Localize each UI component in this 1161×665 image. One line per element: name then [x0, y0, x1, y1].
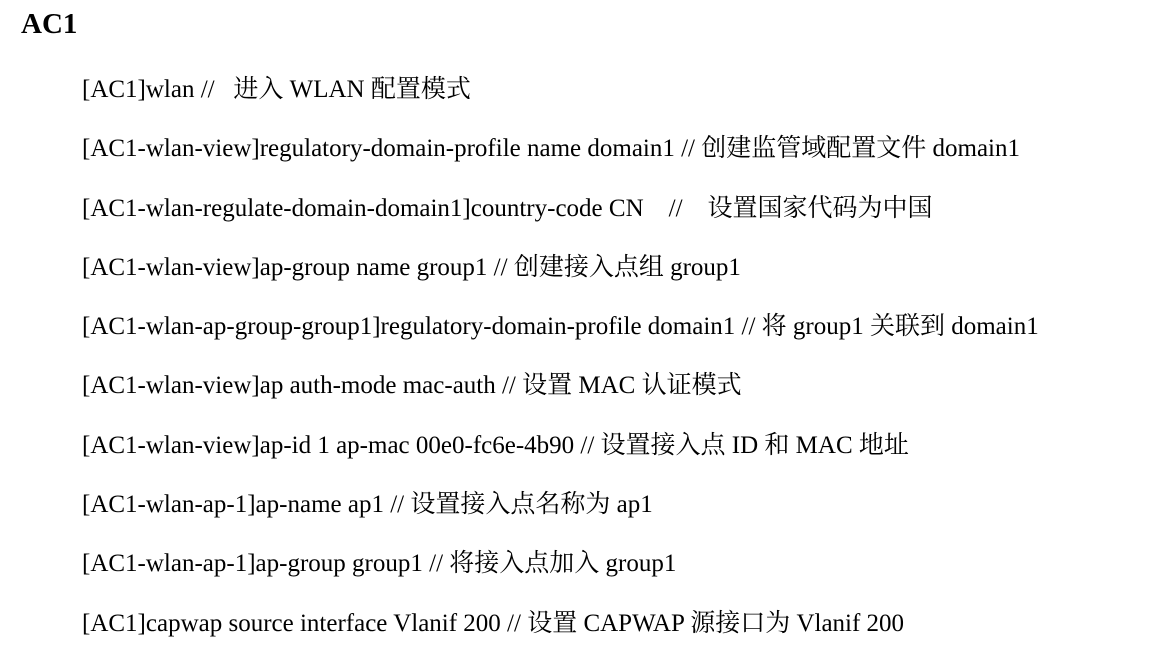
command-line: [AC1]wlan // 进入 WLAN 配置模式	[82, 76, 471, 103]
command-line: [AC1-wlan-ap-group-group1]regulatory-domain-profile domain1 // 将 group1 关联到 domain1	[82, 313, 1039, 341]
command-line: [AC1-wlan-view]ap auth-mode mac-auth // 设置 MAC 认证模式	[82, 372, 742, 400]
command-line: [AC1-wlan-ap-1]ap-group group1 // 将接入点加入 group1	[82, 550, 677, 578]
command-line: [AC1-wlan-regulate-domain-domain1]country-code CN // 设置国家代码为中国	[82, 194, 933, 222]
command-line: [AC1]capwap source interface Vlanif 200 // 设置 CAPWAP 源接口为 Vlanif 200	[82, 609, 905, 637]
command-line: [AC1-wlan-ap-1]ap-name ap1 // 设置接入点名称为 ap1	[82, 491, 653, 519]
section-heading: AC1	[21, 8, 78, 40]
command-line: [AC1-wlan-view]regulatory-domain-profile name domain1 // 创建监管域配置文件 domain1	[82, 135, 1020, 163]
command-line: [AC1-wlan-view]ap-group name group1 // 创建接入点组 group1	[82, 253, 741, 281]
command-line: [AC1-wlan-view]ap-id 1 ap-mac 00e0-fc6e-4b90 // 设置接入点 ID 和 MAC 地址	[82, 431, 909, 459]
command-list	[82, 72, 1039, 665]
